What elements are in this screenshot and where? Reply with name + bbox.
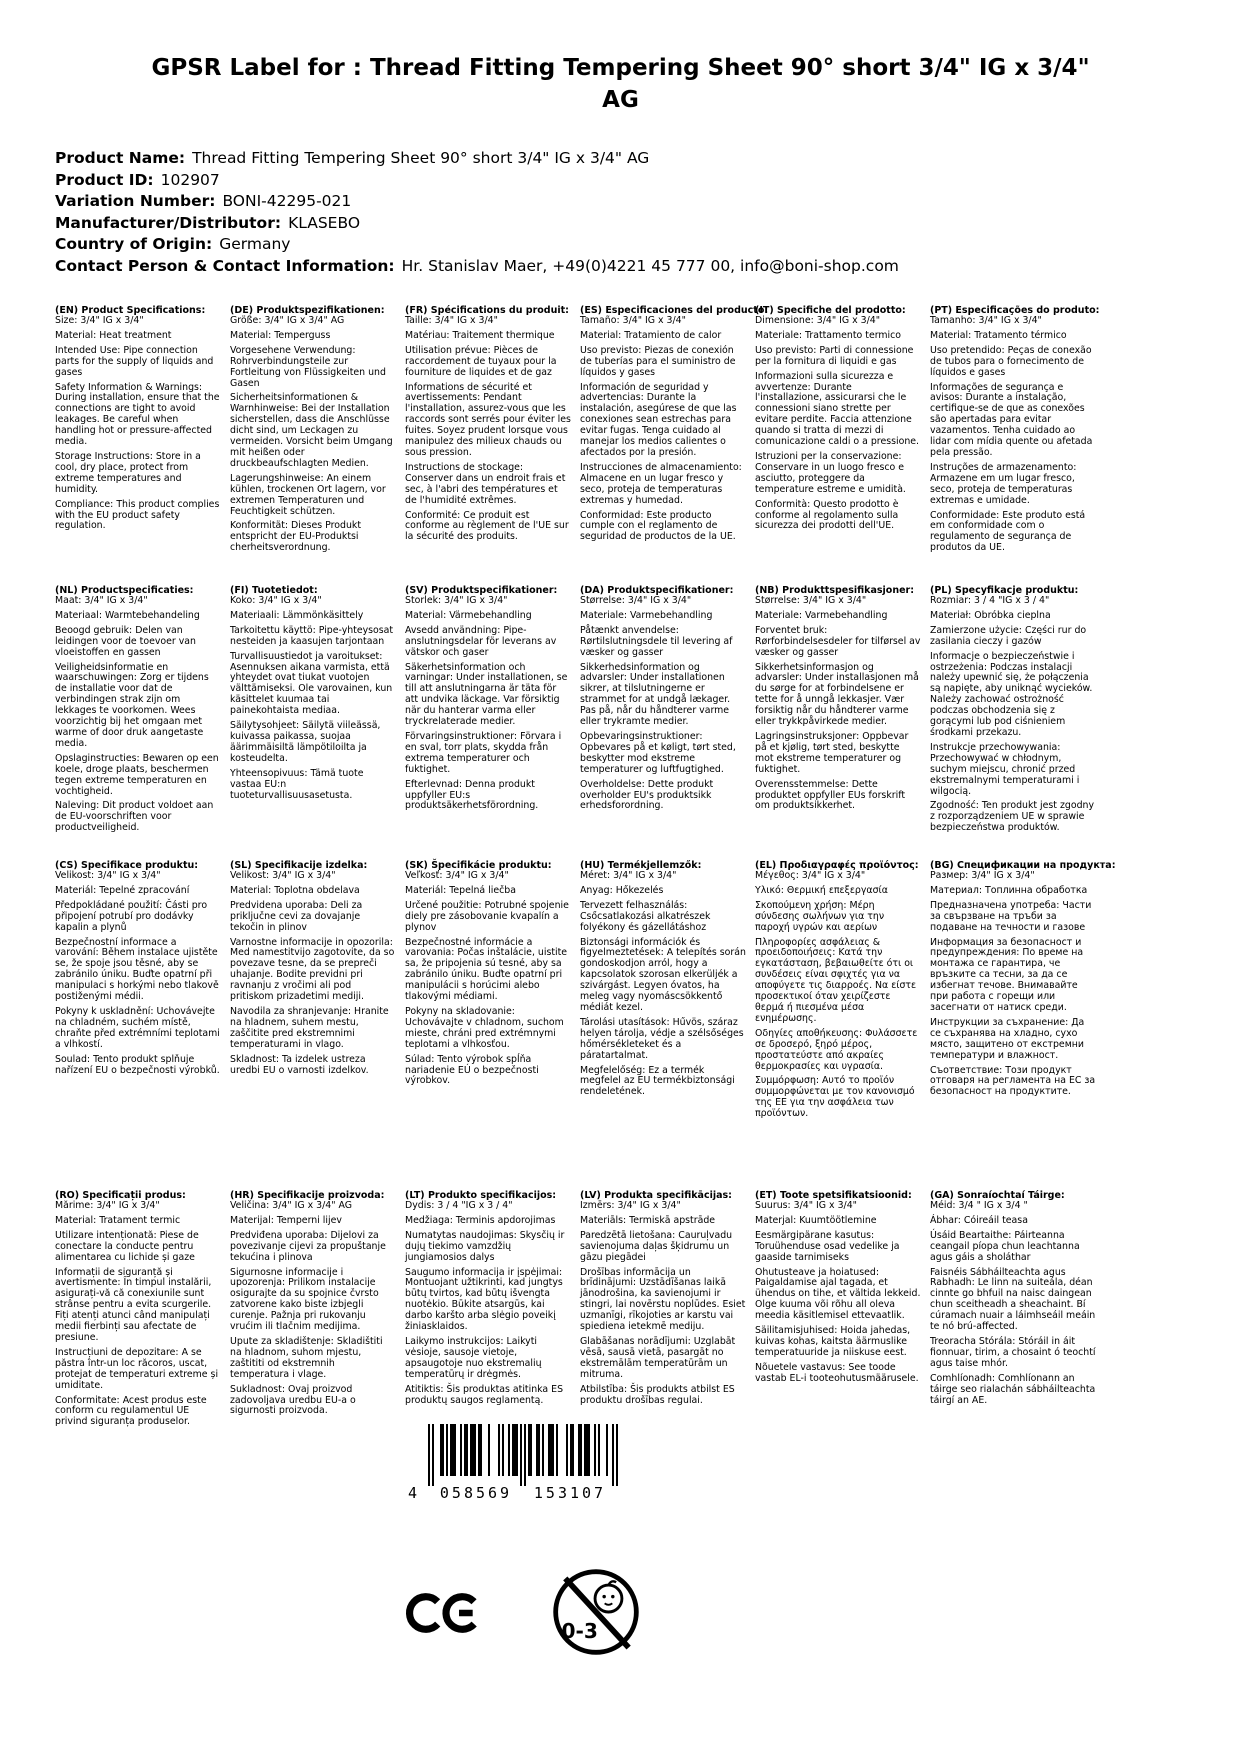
- spec-cell-fr: [405, 305, 571, 585]
- spec-paragraph: Lagerungshinweise: An einem kühlen, trockenen Ort lagern, vor extremen Temperaturen und Feuchtigkeit schützen.: [230, 472, 386, 517]
- product-info-row: [55, 170, 899, 192]
- spec-paragraph: Tamaño: 3/4" IG x 3/4": [580, 315, 686, 326]
- spec-title: (LT) Produkto specifikacijos:: [405, 1190, 557, 1201]
- barcode-digits: 4: [407, 1484, 421, 1502]
- spec-paragraph: Zamierzone użycie: Części rur do zasilania cieczy i gazów: [930, 624, 1087, 647]
- spec-cell-pl: [930, 585, 1096, 860]
- spec-paragraph: Velikost: 3/4" IG x 3/4": [55, 870, 161, 881]
- info-label: Product Name:: [55, 149, 186, 167]
- spec-paragraph: Pokyny na skladovanie: Uchovávajte v chladnom, suchom mieste, chráni pred extrémnymi teplotami a vlhkosťou.: [405, 1005, 564, 1050]
- spec-paragraph: Veličina: 3/4" IG x 3/4" AG: [230, 1200, 353, 1211]
- spec-paragraph: Съответствие: Този продукт отговаря на регламента на ЕС за безопасност на продуктите.: [930, 1064, 1096, 1098]
- spec-title: (GA) Sonraíochtaí Táirge:: [930, 1190, 1065, 1201]
- spec-paragraph: Informazioni sulla sicurezza e avvertenze: Durante l'installazione, assicurarsi che le connessioni siano strette per evitare perdite. Faccia attenzione quando si tratta di mezzi di comunicazione caldi o a pressione.: [755, 370, 920, 448]
- spec-title: (NB) Produkttspesifikasjoner:: [755, 585, 915, 596]
- spec-paragraph: Säilytysohjeet: Säilytä viileässä, kuivassa paikassa, suojaa äärimmäisiltä lämpötiloilta ja kosteudelta.: [230, 720, 381, 764]
- spec-paragraph: Naleving: Dit product voldoet aan de EU-voorschriften voor productveiligheid.: [55, 800, 214, 834]
- spec-paragraph: Sigurnosne informacije i upozorenja: Prilikom instalacije osigurajte da su spojnice čvrsto zatvorene kako biste izbjegli curenje. Pažnja pri rukovanju vrućim ili tlačnim medijima.: [230, 1266, 379, 1333]
- spec-title: (FR) Spécifications du produit:: [405, 305, 569, 316]
- spec-paragraph: Méret: 3/4" IG x 3/4": [580, 870, 677, 881]
- spec-paragraph: Tárolási utasítások: Hűvös, száraz helyen tárolja, védje a szélsőséges hőmérsékleteket és a páratartalmat.: [580, 1016, 744, 1061]
- spec-paragraph: Izmērs: 3/4" IG x 3/4": [580, 1200, 681, 1211]
- spec-paragraph: Treoracha Stórála: Stóráil in áit fionnuar, tirim, a chosaint ó teochtí agus taise mhór.: [930, 1335, 1096, 1369]
- spec-paragraph: Suurus: 3/4" IG x 3/4": [755, 1200, 857, 1211]
- spec-paragraph: Οδηγίες αποθήκευσης: Φυλάσσετε σε δροσερό, ξηρό μέρος, προστατεύστε από ακραίες θερμοκρασίες και υγρασία.: [755, 1027, 918, 1072]
- spec-title: (SK) Špecifikácie produktu:: [405, 860, 552, 871]
- spec-cell-el: [755, 860, 921, 1190]
- spec-paragraph: Comhlíonadh: Comhlíonann an táirge seo rialachán sábháilteachta táirgí an AE.: [930, 1372, 1096, 1406]
- spec-paragraph: Instructions de stockage: Conserver dans un endroit frais et sec, à l'abri des températures et de l'humidité extrêmes.: [405, 461, 566, 506]
- spec-paragraph: Materiaal: Warmtebehandeling: [55, 609, 200, 621]
- spec-paragraph: Veľkosť: 3/4" IG x 3/4": [405, 870, 509, 881]
- spec-paragraph: Intended Use: Pipe connection parts for the supply of liquids and gases: [55, 344, 214, 378]
- spec-paragraph: Eesmärgipärane kasutus: Toruühenduse osad vedelike ja gaaside tarnimiseks: [755, 1229, 900, 1263]
- spec-title: (EN) Product Specifications:: [55, 305, 206, 316]
- spec-paragraph: Størrelse: 3/4" IG x 3/4": [755, 595, 867, 606]
- spec-cell-en: [55, 305, 221, 585]
- spec-paragraph: Påtænkt anvendelse: Rørtilslutningsdele til levering af væsker og gasser: [580, 624, 733, 658]
- spec-paragraph: Materiaali: Lämmönkäsittely: [230, 609, 364, 621]
- spec-title: (HU) Termékjellemzők:: [580, 860, 702, 871]
- spec-paragraph: Größe: 3/4" IG x 3/4" AG: [230, 315, 345, 326]
- spec-paragraph: Opbevaringsinstruktioner: Opbevares på et køligt, tørt sted, beskytter mod ekstreme temperaturer og luftfugtighed.: [580, 730, 736, 775]
- spec-paragraph: Materiale: Varmebehandling: [755, 609, 888, 621]
- spec-paragraph: Veiligheidsinformatie en waarschuwingen: Zorg er tijdens de installatie voor dat de verbindingen strak zijn om lekkages te voorkomen. Wees voorzichtig bij het omgaan met warme of door druk aangetaste media.: [55, 661, 209, 749]
- spec-paragraph: Varnostne informacije in opozorila: Med namestitvijo zagotovite, da so povezave tesne, da se prepreči uhajanje. Bodite previdni pri ravnanju z vročimi ali pod pritiskom prizadetimi mediji.: [230, 936, 395, 1003]
- spec-paragraph: Biztonsági információk és figyelmeztetések: A telepítés során gondoskodjon arról, hogy a kapcsolatok szorosan elkerüljék a szivárgást. Legyen óvatos, ha meleg vagy nyomáscsökkentő médiát kezel.: [580, 936, 746, 1013]
- spec-title: (SL) Specifikacije izdelka:: [230, 860, 368, 871]
- spec-paragraph: Materiál: Tepelné zpracování: [55, 884, 190, 896]
- spec-cell-pt: [930, 305, 1100, 585]
- spec-paragraph: Uso previsto: Parti di connessione per la fornitura di liquidi e gas: [755, 344, 914, 367]
- spec-paragraph: Material: Tratamento térmico: [930, 329, 1067, 341]
- info-value: Hr. Stanislav Maer, +49(0)4221 45 777 00, info@boni-shop.com: [401, 256, 899, 275]
- spec-paragraph: Lagringsinstruksjoner: Oppbevar på et kjølig, tørt sted, beskytte mot ekstreme temperaturer og fuktighet.: [755, 730, 909, 775]
- spec-paragraph: Material: Heat treatment: [55, 329, 172, 341]
- spec-paragraph: Инструкции за съхранение: Да се съхранява на хладно, сухо място, защитено от екстремни температури и влажност.: [930, 1016, 1085, 1061]
- spec-paragraph: Sukladnost: Ovaj proizvod zadovoljava uredbu EU-a o sigurnosti proizvoda.: [230, 1383, 356, 1417]
- spec-paragraph: Beoogd gebruik: Delen van leidingen voor de toevoer van vloeistoffen en gassen: [55, 624, 196, 658]
- barcode-bars: [402, 1422, 638, 1504]
- spec-paragraph: Saugumo informacija ir įspėjimai: Montuojant užtikrinti, kad jungtys būtų tvirtos, kad būtų išvengta nuotėkio. Būkite atsargūs, kai darbo karšto arba slėgio poveikį žiniasklaidos.: [405, 1266, 563, 1333]
- spec-paragraph: Glabāšanas norādījumi: Uzglabāt vēsā, sausā vietā, pasargāt no ekstremālām temperatūrām un mitruma.: [580, 1335, 736, 1380]
- spec-cell-nl: [55, 585, 221, 860]
- spec-cell-cs: [55, 860, 221, 1190]
- spec-paragraph: Yhteensopivuus: Tämä tuote vastaa EU:n tuoteturvallisuusasetusta.: [230, 767, 364, 801]
- spec-cell-it: [755, 305, 921, 585]
- spec-paragraph: Skladnost: Ta izdelek ustreza uredbi EU o varnosti izdelkov.: [230, 1053, 369, 1076]
- barcode-digits: 153107: [533, 1484, 607, 1502]
- spec-paragraph: Materiāls: Termiskā apstrāde: [580, 1214, 716, 1226]
- spec-paragraph: Opslaginstructies: Bewaren op een koele, droge plaats, beschermen tegen extreme temperaturen en vochtigheid.: [55, 752, 219, 797]
- spec-paragraph: Συμμόρφωση: Αυτό το προϊόν συμμορφώνεται με τον κανονισμό της ΕΕ για την ασφάλεια των προϊόντων.: [755, 1075, 915, 1120]
- spec-paragraph: Koko: 3/4" IG x 3/4": [230, 595, 322, 606]
- spec-paragraph: Conformidad: Este producto cumple con el reglamento de seguridad de productos de la UE.: [580, 509, 736, 543]
- svg-text:0-3: 0-3: [561, 1618, 598, 1643]
- spec-cell-hu: [580, 860, 746, 1190]
- spec-paragraph: Размер: 3/4" IG x 3/4": [930, 870, 1035, 881]
- spec-paragraph: Laikymo instrukcijos: Laikyti vėsioje, sausoje vietoje, apsaugotoje nuo ekstremalių temperatūrų ir drėgmės.: [405, 1335, 542, 1380]
- spec-paragraph: Dydis: 3 / 4 "IG x 3 / 4": [405, 1200, 513, 1211]
- spec-paragraph: Uso previsto: Piezas de conexión de tuberías para el suministro de líquidos y gases: [580, 344, 736, 378]
- spec-paragraph: Overholdelse: Dette produkt overholder EU's produktsikk erhedsforordning.: [580, 778, 714, 812]
- info-label: Variation Number:: [55, 192, 216, 210]
- spec-paragraph: Σκοπούμενη χρήση: Μέρη σύνδεσης σωλήνων για την παροχή υγρών και αερίων: [755, 899, 885, 933]
- spec-paragraph: Sicherheitsinformationen & Warnhinweise: Bei der Installation sicherstellen, dass die Anschlüsse dicht sind, um Leckagen zu vermeiden. Vorsicht beim Umgang mit heißen oder druckbeaufschlagten Medien.: [230, 392, 393, 469]
- spec-paragraph: Materiál: Tepelná liečba: [405, 884, 516, 896]
- spec-paragraph: Avsedd användning: Pipe-anslutningsdelar för leverans av vätskor och gaser: [405, 624, 557, 658]
- spec-paragraph: Materijal: Temperni lijev: [230, 1214, 342, 1226]
- spec-paragraph: Overensstemmelse: Dette produktet oppfyller EUs forskrift om produktsikkerhet.: [755, 778, 906, 812]
- spec-title: (DE) Produktspezifikationen:: [230, 305, 385, 316]
- spec-cell-bg: [930, 860, 1116, 1190]
- spec-paragraph: Pokyny k uskladnění: Uchovávejte na chladném, suchém místě, chraňte před extrémními teplotami a vlhkostí.: [55, 1005, 220, 1050]
- spec-paragraph: Instruções de armazenamento: Armazene em um lugar fresco, seco, proteja de temperaturas extremas e umidade.: [930, 461, 1077, 506]
- spec-paragraph: Material: Tratamiento de calor: [580, 329, 722, 341]
- spec-paragraph: Utilisation prévue: Pièces de raccordement de tuyaux pour la fourniture de liquides et de gaz: [405, 344, 557, 378]
- spec-cell-da: [580, 585, 746, 860]
- spec-paragraph: Zgodność: Ten produkt jest zgodny z rozporządzeniem UE w sprawie bezpieczeństwa produktów.: [930, 800, 1095, 834]
- spec-paragraph: Säkerhetsinformation och varningar: Under installationen, se till att anslutningarna är täta för att undvika läckage. Var försiktig när du hanterar varma eller tryckrelaterade medier.: [405, 661, 568, 728]
- product-info-row: [55, 234, 899, 256]
- specs-grid: [55, 305, 1165, 1452]
- spec-paragraph: Úsáid Beartaithe: Páirteanna ceangail píopa chun leachtanna agus gáis a sholáthar: [930, 1229, 1080, 1263]
- spec-title: (ET) Toote spetsifikatsioonid:: [755, 1190, 912, 1201]
- spec-title: (NL) Productspecificaties:: [55, 585, 194, 596]
- spec-paragraph: Förvaringsinstruktioner: Förvara i en sval, torr plats, skydda från extrema temperaturer och fuktighet.: [405, 730, 562, 775]
- spec-paragraph: Υλικό: Θερμική επεξεργασία: [755, 884, 888, 896]
- spec-paragraph: Informacje o bezpieczeństwie i ostrzeżenia: Podczas instalacji należy upewnić się, że połączenia są napięte, aby uniknąć wycieków. Należy zachować ostrożność podczas obchodzenia się z gorącymi lub pod ciśnieniem środkami przekazu.: [930, 650, 1093, 738]
- info-label: Country of Origin:: [55, 235, 213, 253]
- product-info: [55, 148, 899, 277]
- spec-paragraph: Velikost: 3/4" IG x 3/4": [230, 870, 336, 881]
- spec-paragraph: Informações de segurança e avisos: Durante a instalação, certifique-se de que as conexões são apertadas para evitar vazamentos. Tenha cuidado ao lidar com mídia quente ou afetada pela pressão.: [930, 381, 1093, 458]
- spec-title: (IT) Specifiche del prodotto:: [755, 305, 906, 316]
- spec-paragraph: Информация за безопасност и предупреждения: По време на монтажа се гарантира, че връзките са тесни, за да се избегнат течове. Внимавайте при работа с горещи или засегнати от натиск среди.: [930, 936, 1084, 1013]
- spec-paragraph: Forventet bruk: Rørforbindelsesdeler for tilførsel av væsker og gasser: [755, 624, 921, 658]
- spec-paragraph: Drošības informācija un brīdinājumi: Uzstādīšanas laikā jānodrošina, ka savienojumi ir stingri, lai novērstu noplūdes. Esiet uzmanīgi, rīkojoties ar karstu vai spiediena ietekmē mediju.: [580, 1266, 746, 1333]
- spec-paragraph: Tarkoitettu käyttö: Pipe-yhteysosat nesteiden ja kaasujen tarjontaan: [230, 624, 394, 647]
- spec-paragraph: Material: Toplotna obdelava: [230, 884, 360, 896]
- spec-paragraph: Πληροφορίες ασφάλειας & προειδοποιήσεις: Κατά την εγκατάσταση, βεβαιωθείτε ότι οι συνδέσεις είναι σφιχτές για να αποφύγετε τις διαρροές. Να είστε προσεκτικοί όταν χειρίζεστε θερμά ή πιεσμένα μέσα ενημέρωσης.: [755, 936, 917, 1024]
- spec-paragraph: Upute za skladištenje: Skladištiti na hladnom, suhom mjestu, zaštititi od ekstremnih temperatura i vlage.: [230, 1335, 383, 1380]
- spec-paragraph: Storlek: 3/4" IG x 3/4": [405, 595, 508, 606]
- spec-paragraph: Ohutusteave ja hoiatused: Paigaldamise ajal tagada, et ühendus on tihe, et vältida lekkeid. Olge kuuma või rõhu all oleva meedia käsitlemisel ettevaatlik.: [755, 1266, 921, 1322]
- spec-paragraph: Medžiaga: Terminis apdorojimas: [405, 1214, 556, 1226]
- info-label: Manufacturer/Distributor:: [55, 213, 282, 232]
- info-value: Germany: [219, 235, 291, 253]
- spec-paragraph: Informații de siguranță și avertismente: În timpul instalării, asigurați-vă că conexiunile sunt strânse pentru a evita scurgerile. Fiți atenți atunci când manipulați medii fierbinți sau afectate de presiune.: [55, 1266, 212, 1343]
- barcode-digits: 058569: [439, 1484, 513, 1502]
- spec-paragraph: Taille: 3/4" IG x 3/4": [405, 315, 498, 326]
- spec-paragraph: Material: Tratament termic: [55, 1214, 181, 1226]
- spec-paragraph: Atbilstība: Šis produkts atbilst ES produktu drošības regulai.: [580, 1383, 735, 1406]
- spec-paragraph: Sikkerhedsinformation og advarsler: Under installationen sikrer, at tilslutningerne er strammet for at undgå lækager. Pas på, når du håndterer varme eller trykramte medier.: [580, 661, 731, 728]
- spec-paragraph: Méid: 3/4 " IG x 3/4 ": [930, 1200, 1028, 1211]
- spec-paragraph: Conformidade: Este produto está em conformidade com o regulamento de segurança de produtos da UE.: [930, 509, 1086, 554]
- spec-cell-es: [580, 305, 769, 585]
- spec-paragraph: Instrukcje przechowywania: Przechowywać w chłodnym, suchym miejscu, chronić przed ekstremalnymi temperaturami i wilgocią.: [930, 741, 1080, 797]
- spec-title: (ES) Especificaciones del producto:: [580, 305, 769, 316]
- spec-paragraph: Materiale: Varmebehandling: [580, 609, 713, 621]
- spec-cell-et: [755, 1190, 921, 1452]
- spec-paragraph: Anyag: Hőkezelés: [580, 884, 664, 896]
- spec-title: (EL) Προδιαγραφές προϊόντος:: [755, 860, 919, 871]
- spec-paragraph: Instrucciones de almacenamiento: Almacene en un lugar fresco y seco, proteja de temperaturas extremas y humedad.: [580, 461, 742, 506]
- spec-paragraph: Faisnéis Sábháilteachta agus Rabhadh: Le linn na suiteála, déan cinnte go bhfuil na naisc daingean chun sceitheadh a sheachaint. Bí cúramach nuair a láimhseáil meáin te nó brú-affected.: [930, 1266, 1096, 1333]
- spec-paragraph: Paredzētā lietošana: Cauruļvadu savienojuma daļas šķidrumu un gāzu piegādei: [580, 1229, 733, 1263]
- spec-paragraph: Materiał: Obróbka cieplna: [930, 609, 1051, 621]
- spec-paragraph: Utilizare intenționată: Piese de conectare la conducte pentru alimentarea cu lichide și gaze: [55, 1229, 199, 1263]
- spec-paragraph: Säilitamisjuhised: Hoida jahedas, kuivas kohas, kaitsta äärmuslike temperatuuride ja niiskuse eest.: [755, 1325, 911, 1358]
- spec-cell-fi: [230, 585, 396, 860]
- spec-cell-sl: [230, 860, 396, 1190]
- spec-paragraph: Matériau: Traitement thermique: [405, 329, 555, 341]
- spec-cell-hr: [230, 1190, 396, 1452]
- spec-paragraph: Soulad: Tento produkt splňuje nařízení EU o bezpečnosti výrobků.: [55, 1053, 220, 1076]
- spec-title: (PL) Specyfikacje produktu:: [930, 585, 1079, 596]
- spec-paragraph: Предназначена употреба: Части за свързване на тръби за подаване на течности и газове: [930, 899, 1092, 933]
- spec-cell-nb: [755, 585, 921, 860]
- spec-paragraph: Μέγεθος: 3/4" IG x 3/4": [755, 870, 866, 881]
- spec-title: (DA) Produktspecifikationer:: [580, 585, 734, 596]
- spec-paragraph: Uso pretendido: Peças de conexão de tubos para o fornecimento de líquidos e gases: [930, 344, 1092, 378]
- spec-paragraph: Materiale: Trattamento termico: [755, 329, 902, 341]
- spec-paragraph: Material: Temperguss: [230, 329, 331, 341]
- spec-paragraph: Tervezett felhasználás: Csőcsatlakozási alkatrészek folyékony és gázellátáshoz: [580, 899, 711, 933]
- spec-paragraph: Ábhar: Cóireáil teasa: [930, 1214, 1028, 1226]
- spec-paragraph: Materjal: Kuumtöötlemine: [755, 1214, 877, 1226]
- spec-cell-ga: [930, 1190, 1096, 1452]
- spec-title: (PT) Especificações do produto:: [930, 305, 1100, 316]
- spec-paragraph: Nõuetele vastavus: See toode vastab EL-i tooteohutusmäärusele.: [755, 1361, 919, 1384]
- spec-title: (BG) Спецификации на продукта:: [930, 860, 1116, 871]
- spec-paragraph: Konformität: Dieses Produkt entspricht der EU-Produktsi cherheitsverordnung.: [230, 520, 362, 554]
- spec-paragraph: Istruzioni per la conservazione: Conservare in un luogo fresco e asciutto, proteggere da temperature estreme e umidità.: [755, 450, 906, 495]
- spec-paragraph: Conformité: Ce produit est conforme au règlement de l'UE sur la sécurité des produits.: [405, 509, 569, 543]
- spec-title: (CS) Specifikace produktu:: [55, 860, 199, 871]
- spec-paragraph: Předpokládané použití: Části pro připojení potrubí pro dodávky kapalin a plynů: [55, 899, 208, 933]
- spec-paragraph: Predviđena uporaba: Dijelovi za povezivanje cijevi za propuštanje tekućina i plinova: [230, 1229, 386, 1263]
- spec-paragraph: Материал: Топлинна обработка: [930, 884, 1088, 896]
- spec-cell-sv: [405, 585, 571, 860]
- spec-paragraph: Información de seguridad y advertencias: Durante la instalación, asegúrese de que las conexiones sean estrechas para evitar fugas. Tenga cuidado al manejar los medios calientes o afectados por la presión.: [580, 381, 737, 458]
- info-value: 102907: [160, 170, 220, 189]
- age-warning-0-3-icon: [548, 1562, 644, 1666]
- product-info-row: [55, 256, 899, 278]
- product-info-row: [55, 148, 899, 170]
- spec-cell-lt: [405, 1190, 571, 1452]
- ce-mark: [405, 1580, 487, 1650]
- spec-paragraph: Numatytas naudojimas: Skysčių ir dujų tiekimo vamzdžių jungiamosios dalys: [405, 1229, 565, 1263]
- info-value: BONI-42295-021: [222, 192, 352, 210]
- spec-paragraph: Navodila za shranjevanje: Hranite na hladnem, suhem mestu, zaščitite pred ekstremnimi temperaturami in vlago.: [230, 1005, 389, 1050]
- spec-title: (HR) Specifikacije proizvoda:: [230, 1190, 385, 1201]
- spec-paragraph: Bezpečnostní informace a varování: Během instalace ujistěte se, že spoje jsou těsné, aby se zabránilo úniku. Buďte opatrní při manipulaci s horkými nebo tlakově postiženými médii.: [55, 936, 219, 1003]
- product-info-row: [55, 213, 899, 235]
- spec-cell-ro: [55, 1190, 221, 1452]
- spec-paragraph: Mărime: 3/4" IG x 3/4": [55, 1200, 160, 1211]
- spec-paragraph: Atitiktis: Šis produktas atitinka ES produktų saugos reglamentą.: [405, 1383, 564, 1406]
- spec-paragraph: Conformità: Questo prodotto è conforme al regolamento sulla sicurezza dei prodotti dell'UE.: [755, 498, 899, 532]
- spec-paragraph: Størrelse: 3/4" IG x 3/4": [580, 595, 692, 606]
- spec-paragraph: Megfelelőség: Ez a termék megfelel az EU termékbiztonsági rendeletének.: [580, 1064, 735, 1098]
- page-title: GPSR Label for : Thread Fitting Tempering Sheet 90° short 3/4" IG x 3/4" AG: [151, 55, 1090, 114]
- spec-cell-lv: [580, 1190, 746, 1452]
- spec-paragraph: Vorgesehene Verwendung: Rohrverbindungsteile zur Fortleitung von Flüssigkeiten und Gasen: [230, 344, 386, 389]
- spec-paragraph: Sikkerhetsinformasjon og advarsler: Under installasjonen må du sørge for at forbindelsene er tette for å unngå lekkasjer. Vær forsiktig når du håndterer varme eller trykkpåvirkede medier.: [755, 661, 919, 728]
- spec-paragraph: Maat: 3/4" IG x 3/4": [55, 595, 148, 606]
- spec-paragraph: Efterlevnad: Denna produkt uppfyller EU:s produktsäkerhetsförordning.: [405, 778, 539, 812]
- spec-title: (LV) Produkta specifikācijas:: [580, 1190, 732, 1201]
- info-value: Thread Fitting Tempering Sheet 90° short 3/4" IG x 3/4" AG: [192, 149, 650, 167]
- spec-title: (SV) Produktspecifikationer:: [405, 585, 558, 596]
- spec-paragraph: Compliance: This product complies with the EU product safety regulation.: [55, 498, 220, 532]
- info-label: Contact Person & Contact Information:: [55, 256, 395, 275]
- spec-paragraph: Conformitate: Acest produs este conform cu regulamentul UE privind siguranța produselor.: [55, 1394, 207, 1428]
- info-label: Product ID:: [55, 170, 154, 189]
- spec-title: (RO) Specificații produs:: [55, 1190, 186, 1201]
- spec-cell-sk: [405, 860, 571, 1190]
- spec-paragraph: Súlad: Tento výrobok spĺňa nariadenie EÚ o bezpečnosti výrobkov.: [405, 1053, 539, 1087]
- spec-paragraph: Turvallisuustiedot ja varoitukset: Asennuksen aikana varmista, että yhteydet ovat tiukat vuotojen välttämiseksi. Ole varovainen, kun käsittelet kuumaa tai painekohtaista mediaa.: [230, 650, 393, 717]
- spec-cell-de: [230, 305, 396, 585]
- spec-paragraph: Material: Värmebehandling: [405, 609, 532, 621]
- spec-paragraph: Rozmiar: 3 / 4 "IG x 3 / 4": [930, 595, 1050, 606]
- spec-paragraph: Informations de sécurité et avertissements: Pendant l'installation, assurez-vous que les raccords sont serrés pour éviter les fuites. Soyez prudent lorsque vous manipulez des milieux chauds ou sous pression.: [405, 381, 571, 458]
- spec-paragraph: Storage Instructions: Store in a cool, dry place, protect from extreme temperatures and humidity.: [55, 450, 201, 495]
- ean13-barcode: [402, 1422, 638, 1508]
- spec-paragraph: Predvidena uporaba: Deli za priključne cevi za dovajanje tekočin in plinov: [230, 899, 363, 933]
- spec-paragraph: Safety Information & Warnings: During installation, ensure that the connections are tight to avoid leakages. Be careful when handling hot or pressure-affected media.: [55, 381, 220, 448]
- spec-title: (FI) Tuotetiedot:: [230, 585, 318, 596]
- spec-paragraph: Bezpečnostné informácie a varovania: Počas inštalácie, uistite sa, že pripojenia sú tesné, aby sa zabránilo úniku. Buďte opatrní pri manipulácii s horúcimi alebo tlakovými médiami.: [405, 936, 568, 1003]
- spec-paragraph: Instrucțiuni de depozitare: A se păstra într-un loc răcoros, uscat, protejat de temperaturi extreme și umiditate.: [55, 1346, 219, 1391]
- spec-paragraph: Tamanho: 3/4" IG x 3/4": [930, 315, 1042, 326]
- spec-paragraph: Určené použitie: Potrubné spojenie diely pre zásobovanie kvapalín a plynov: [405, 899, 569, 933]
- info-value: KLASEBO: [288, 213, 361, 232]
- spec-paragraph: Size: 3/4" IG x 3/4": [55, 315, 144, 326]
- product-info-row: [55, 191, 899, 213]
- spec-paragraph: Dimensione: 3/4" IG x 3/4": [755, 315, 881, 326]
